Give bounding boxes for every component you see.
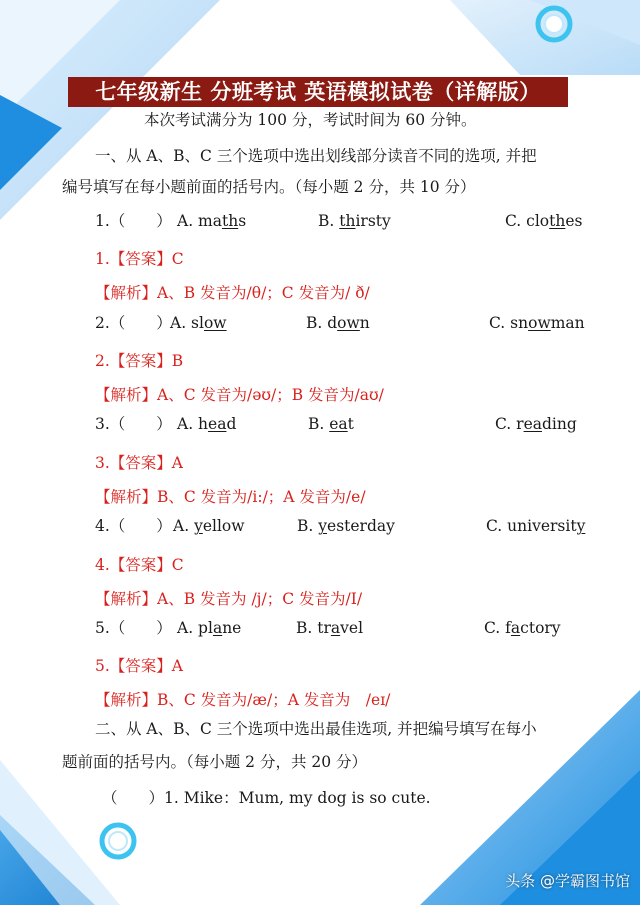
option-c [484, 618, 561, 638]
option-text: C. r [495, 415, 524, 433]
option-text: esterday [327, 517, 395, 535]
option-text: ding [542, 415, 577, 433]
option-text: ellow [202, 517, 245, 535]
option-a [177, 414, 236, 434]
option-text: A. sl [170, 314, 204, 332]
option-text: t [347, 415, 354, 433]
underlined-letters: ea [523, 415, 542, 433]
option-b [308, 414, 354, 434]
underlined-letters: ow [337, 314, 360, 332]
underlined-letters: th [339, 212, 356, 230]
option-text: A. [173, 517, 195, 535]
document-title: 七年级新生 分班考试 英语模拟试卷（详解版） [68, 77, 568, 107]
option-text: B. [297, 517, 319, 535]
analysis: 【解析】B、C 发音为/æ/；A 发音为 /eɪ/ [95, 691, 391, 709]
option-a [173, 516, 245, 536]
option-text: ctory [520, 619, 561, 637]
option-text: B. tr [296, 619, 331, 637]
underlined-letters: y [576, 517, 586, 535]
answer: 4.【答案】C [95, 556, 184, 574]
option-text: s [238, 212, 247, 230]
analysis: 【解析】A、B 发音为/θ/；C 发音为/ ð/ [95, 284, 370, 302]
option-text: A. h [177, 415, 209, 433]
option-b [296, 618, 363, 638]
question-number: 3.（ ） [95, 415, 172, 433]
option-text: irsty [355, 212, 391, 230]
section1-instruction-line2: 编号填写在每小题前面的括号内。（每小题 2 分，共 10 分） [62, 178, 476, 196]
option-text: B. d [306, 314, 338, 332]
option-a [170, 313, 227, 333]
underlined-letters: ow [203, 314, 227, 332]
question-number: 1.（ ） [95, 212, 172, 230]
option-text: C. f [484, 619, 511, 637]
underlined-letters: a [330, 619, 341, 637]
analysis: 【解析】B、C 发音为/i:/；A 发音为/e/ [95, 488, 366, 506]
question-number: 2.（ ） [95, 314, 172, 332]
underlined-letters: ow [528, 314, 551, 332]
option-text: vel [340, 619, 364, 637]
question-number: 4.（ ） [95, 517, 172, 535]
underlined-letters: th [222, 212, 239, 230]
option-text: B. [308, 415, 330, 433]
exam-intro: 本次考试满分为 100 分，考试时间为 60 分钟。 [144, 111, 477, 129]
section2-instruction-line1: 二、从 A、B、C 三个选项中选出最佳选项, 并把编号填写在每小 [95, 720, 537, 738]
option-text: man [550, 314, 585, 332]
analysis: 【解析】A、B 发音为 /j/；C 发音为/I/ [95, 590, 363, 608]
section2-instruction-line2: 题前面的括号内。（每小题 2 分，共 20 分） [62, 753, 368, 771]
answer: 5.【答案】A [95, 657, 183, 675]
option-text: es [565, 212, 583, 230]
option-c [505, 211, 583, 231]
option-text: A. pl [177, 619, 213, 637]
underlined-letters: ea [208, 415, 227, 433]
analysis: 【解析】A、C 发音为/əʊ/；B 发音为/aʊ/ [95, 386, 384, 404]
option-c [489, 313, 585, 333]
answer: 3.【答案】A [95, 454, 183, 472]
option-text: A. ma [177, 212, 222, 230]
option-text: n [359, 314, 370, 332]
underlined-letters: ea [329, 415, 348, 433]
underlined-letters: y [318, 517, 328, 535]
option-b [306, 313, 370, 333]
option-b [297, 516, 395, 536]
question-number: 5.（ ） [95, 619, 172, 637]
option-text: ne [222, 619, 242, 637]
underlined-letters: y [194, 517, 203, 535]
underlined-letters: a [212, 619, 223, 637]
watermark-logo: 头条 @学霸图书馆 [505, 872, 630, 890]
section2-question-1: （ ）1. Mike：Mum, my dog is so cute. [102, 789, 431, 807]
option-text: C. clo [505, 212, 550, 230]
option-c [486, 516, 585, 536]
option-a [177, 618, 241, 638]
option-a [177, 211, 246, 231]
underlined-letters: a [510, 619, 521, 637]
option-c [495, 414, 577, 434]
answer: 2.【答案】B [95, 352, 184, 370]
section1-instruction-line1: 一、从 A、B、C 三个选项中选出划线部分读音不同的选项, 并把 [95, 147, 537, 165]
option-text: B. [318, 212, 340, 230]
option-text: C. universit [486, 517, 577, 535]
option-text: C. sn [489, 314, 529, 332]
option-text: d [226, 415, 237, 433]
answer: 1.【答案】C [95, 250, 184, 268]
option-b [318, 211, 391, 231]
underlined-letters: th [549, 212, 566, 230]
